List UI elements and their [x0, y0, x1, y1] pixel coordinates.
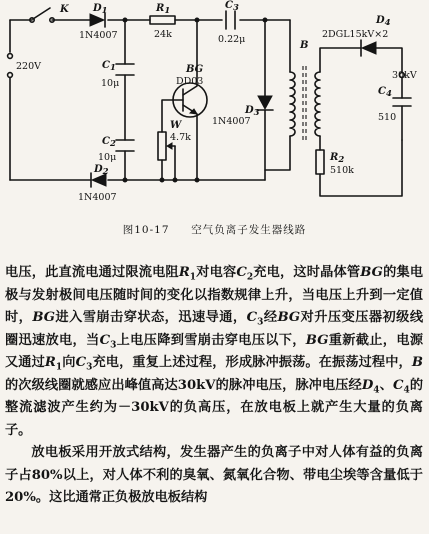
text-run: 对升压变压器初级线圈迅速放电，当: [5, 310, 424, 348]
text-run: 进入雪崩击穿状态，迅速导通，: [54, 310, 247, 325]
terminal-top: [8, 54, 13, 59]
transformer-b-label: B: [300, 40, 309, 51]
capacitor-c1-label: $C_1$: [102, 60, 116, 73]
capacitor-c1-symbol: [116, 64, 134, 75]
subscript: 3: [257, 317, 264, 328]
subscript: 1: [189, 272, 197, 283]
junction-dot: [123, 18, 127, 22]
symbol-bg: BG: [277, 310, 301, 325]
text-run: 向: [62, 355, 76, 370]
transformer-primary-coil: [290, 72, 295, 136]
text-run: 上电压降到雪崩击穿电压以下，: [116, 332, 306, 348]
text-run: 的次级线圈就感应出峰值高达30kV的脉冲电压，脉冲电压经: [5, 377, 362, 393]
figure-title: 空气负离子发生器线路: [191, 224, 307, 236]
subscript: 1: [55, 362, 63, 373]
text-run: 充电，重复上述过程，形成脉冲振荡。在振荡过程中，: [92, 355, 412, 370]
diode-d4-symbol: [362, 42, 376, 54]
diode-d3-symbol: [258, 96, 272, 109]
junction-dot: [195, 18, 199, 22]
figure-number: 图10-17: [122, 224, 170, 236]
junction-dot: [263, 18, 267, 22]
junction-dot: [160, 178, 164, 182]
capacitor-c4-value: 510: [378, 112, 397, 123]
capacitor-c4-symbol: [393, 98, 411, 106]
subscript: 4: [403, 385, 410, 396]
capacitor-c3-label: $C_3$: [225, 0, 239, 13]
body-text: [5, 262, 423, 510]
symbol-c: C: [246, 310, 258, 325]
text-run: 重新截止，电源又通过: [5, 332, 424, 370]
resistor-r2-label: $R_2$: [330, 152, 345, 165]
capacitor-c4-label: $C_4$: [378, 86, 392, 99]
subscript: 3: [86, 362, 93, 373]
text-run: 的整流滤波产生约为－30kV的负高压，在放电板上就产生大量的负离子。: [5, 377, 424, 438]
terminal-bottom: [8, 73, 13, 78]
resistor-r2-value: 510k: [330, 165, 354, 176]
paragraph-2: 放电板采用开放式结构，发生器产生的负离子中对人体有益的负离子占80%以上，对人体不利的臭氧、氮氧化合物、带电尘埃等含量低于20%。这比通常正负极放电板结构: [5, 445, 423, 505]
symbol-c: C: [99, 332, 111, 348]
subscript: 2: [246, 272, 254, 283]
symbol-d: D: [361, 377, 374, 393]
diode-d1-label: $D_1$: [93, 3, 108, 16]
transformer-core: [303, 66, 306, 140]
capacitor-c2-label: $C_2$: [102, 136, 116, 149]
junction-dot: [123, 178, 127, 182]
circuit-schematic: [0, 0, 429, 215]
text-run: 充电，这时晶体管: [253, 265, 361, 280]
wire-d4-out: [376, 48, 402, 72]
symbol-bg: BG: [360, 265, 383, 280]
symbol-c: C: [236, 265, 247, 280]
potentiometer-w-arrow: [167, 143, 172, 149]
text-run: 的集电极与发射极间电压随时间的变化以指数规律上升，当电压上升到一定值时，: [5, 265, 424, 325]
capacitor-c1-value: 10μ: [101, 78, 120, 89]
diode-d3-label: $D_3$: [245, 105, 260, 118]
secondary-top-wire: [320, 48, 360, 72]
diode-d3-part: 1N4007: [212, 116, 251, 127]
symbol-r: R: [178, 265, 190, 280]
diode-d4-label: $D_4$: [376, 15, 391, 28]
text-run: 、: [379, 377, 393, 393]
junction-dot: [173, 178, 177, 182]
symbol-b: B: [411, 355, 424, 370]
potentiometer-w-label: W: [170, 120, 182, 131]
text-run: 经: [263, 310, 278, 325]
capacitor-c3-symbol: [226, 11, 235, 29]
capacitor-c2-value: 10μ: [98, 152, 117, 163]
potentiometer-w-value: 4.7k: [170, 132, 191, 143]
capacitor-c2-symbol: [116, 140, 134, 151]
switch-label: K: [60, 4, 69, 15]
subscript: 4: [373, 385, 380, 396]
diode-d1-part: 1N4007: [79, 30, 118, 41]
output-voltage-label: 30kV: [392, 70, 417, 81]
capacitor-c3-value: 0.22μ: [218, 34, 246, 45]
resistor-r1-label: $R_1$: [156, 3, 171, 16]
resistor-r2-symbol: [316, 150, 324, 174]
source-voltage-label: 220V: [16, 61, 41, 72]
potentiometer-w-symbol: [158, 132, 166, 160]
resistor-r1-symbol: [150, 16, 175, 24]
text-run: 电压，此直流电通过限流电阻: [5, 265, 179, 280]
resistor-r1-value: 24k: [154, 29, 172, 40]
paragraph-1: [5, 262, 423, 442]
symbol-r: R: [44, 355, 56, 370]
figure-caption: [0, 222, 429, 237]
transformer-secondary-coil: [315, 72, 320, 136]
subscript: 3: [110, 340, 117, 351]
diode-d2-label: $D_2$: [94, 164, 109, 177]
diode-d2-part: 1N4007: [78, 192, 117, 203]
symbol-bg: BG: [305, 332, 329, 348]
transistor-bg-label: BG: [186, 64, 204, 75]
symbol-c: C: [392, 377, 404, 393]
symbol-c: C: [75, 355, 87, 370]
transistor-bg-part: DD03: [176, 76, 204, 87]
switch-k-blade: [33, 8, 50, 19]
symbol-bg: BG: [32, 310, 55, 325]
text-run: 对电容: [196, 265, 237, 280]
transformer-primary-wire: [265, 20, 290, 170]
diode-d4-part: 2DGL15kV×2: [322, 29, 389, 40]
junction-dot: [195, 178, 199, 182]
